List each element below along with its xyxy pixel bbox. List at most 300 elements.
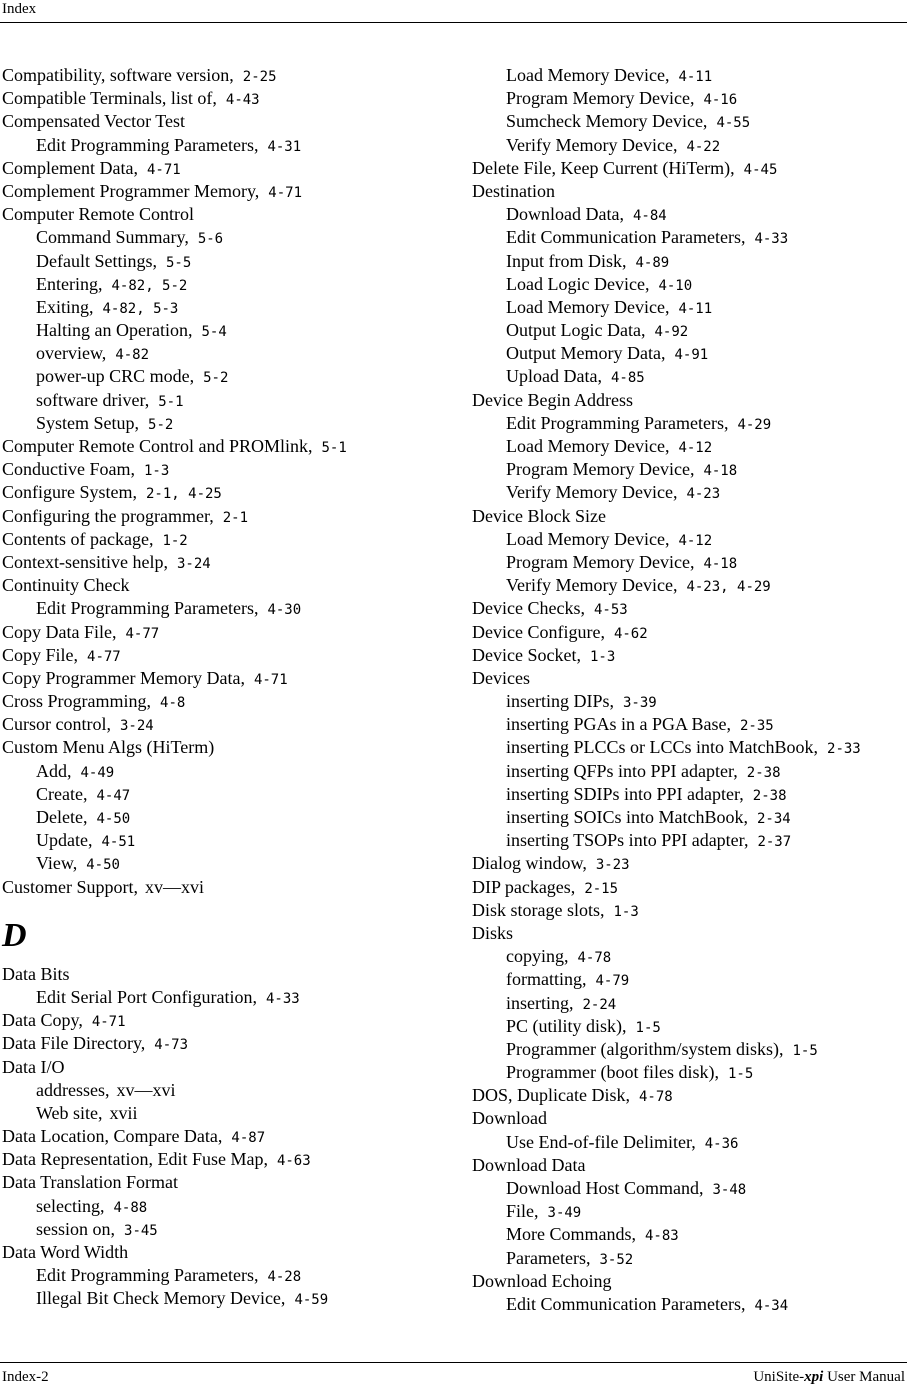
entry-term: Data Representation, Edit Fuse Map, — [2, 1149, 268, 1170]
entry-term: More Commands, — [506, 1224, 636, 1245]
entry-term: Data File Directory, — [2, 1033, 146, 1054]
index-subentry — [2, 1195, 464, 1218]
entry-page-reference: 4-45 — [743, 161, 778, 178]
entry-term: Exiting, — [36, 296, 94, 317]
running-header: Index — [2, 1, 37, 17]
entry-term: Load Memory Device, — [506, 65, 670, 85]
entry-term: session on, — [36, 1218, 116, 1239]
entry-page-reference: 2-38 — [752, 787, 787, 804]
entry-page-reference: xv—xvi — [145, 876, 205, 897]
entry-term: selecting, — [36, 1195, 105, 1216]
entry-term: Conductive Foam, — [2, 459, 135, 480]
entry-term: inserting TSOPs into PPI adapter, — [506, 830, 749, 851]
index-entry — [2, 528, 464, 551]
index-entry — [2, 736, 464, 759]
section-letter: D — [2, 916, 27, 954]
entry-term: Data Word Width — [2, 1242, 129, 1262]
entry-term: Command Summary, — [36, 227, 189, 248]
entry-term: Edit Communication Parameters, — [506, 227, 746, 248]
entry-term: Use End-of-file Delimiter, — [506, 1131, 696, 1152]
index-entry — [2, 621, 464, 644]
index-subentry — [2, 760, 464, 783]
entry-term: Edit Programming Parameters, — [36, 598, 259, 619]
entry-page-reference: 1-3 — [613, 903, 639, 920]
entry-page-reference: 3-52 — [599, 1251, 634, 1268]
entry-term: inserting PLCCs or LCCs into MatchBook, — [506, 737, 819, 758]
index-subentry — [472, 1015, 907, 1038]
entry-term: Parameters, — [506, 1247, 591, 1268]
page-number: Index-2 — [2, 1369, 49, 1385]
entry-page-reference: 1-5 — [635, 1019, 661, 1036]
index-entry — [2, 667, 464, 690]
index-subentry — [2, 806, 464, 829]
entry-term: software driver, — [36, 389, 150, 410]
entry-term: Program Memory Device, — [506, 459, 695, 480]
entry-term: View, — [36, 853, 78, 874]
entry-term: inserting SOICs into MatchBook, — [506, 807, 748, 827]
index-subentry — [472, 968, 907, 991]
entry-page-reference: 4-31 — [267, 138, 302, 155]
index-entry — [472, 389, 907, 412]
index-entry — [472, 1154, 907, 1177]
entry-page-reference: 4-85 — [610, 370, 645, 387]
entry-term: Delete File, Keep Current (HiTerm), — [472, 157, 735, 178]
entry-page-reference: 5-2 — [148, 416, 174, 433]
entry-term: Context-sensitive help, — [2, 551, 168, 572]
index-entry — [472, 505, 907, 528]
entry-page-reference: 2-1, 4-25 — [146, 486, 222, 503]
index-entry — [2, 1125, 464, 1148]
index-entry — [2, 64, 464, 87]
index-subentry — [2, 389, 464, 412]
entry-page-reference: 4-33 — [754, 231, 789, 248]
entry-term: Programmer (boot files disk), — [506, 1062, 719, 1083]
index-subentry — [2, 412, 464, 435]
entry-page-reference: 5-2 — [203, 370, 229, 387]
entry-page-reference: 4-88 — [113, 1199, 148, 1216]
entry-term: Load Logic Device, — [506, 273, 650, 294]
index-subentry — [472, 829, 907, 852]
entry-page-reference: 4-36 — [704, 1135, 739, 1152]
index-entry — [2, 180, 464, 203]
index-entry — [2, 435, 464, 458]
entry-term: Compensated Vector Test — [2, 111, 186, 132]
entry-term: Output Logic Data, — [506, 320, 646, 341]
index-entry — [472, 852, 907, 875]
entry-page-reference: 1-5 — [792, 1042, 818, 1059]
entry-page-reference: 3-24 — [119, 718, 154, 735]
entry-page-reference: 1-2 — [162, 532, 188, 549]
index-subentry — [2, 296, 464, 319]
entry-term: inserting SDIPs into PPI adapter, — [506, 783, 744, 804]
entry-term: Load Memory Device, — [506, 436, 670, 456]
index-subentry — [472, 1200, 907, 1223]
entry-page-reference: 4-43 — [225, 92, 260, 109]
entry-page-reference: 4-77 — [87, 648, 121, 665]
manual-title-prefix: UniSite- — [753, 1369, 805, 1385]
entry-term: Continuity Check — [2, 575, 130, 596]
index-subentry — [472, 296, 907, 319]
index-subentry — [2, 342, 464, 365]
entry-term: Default Settings, — [36, 250, 157, 271]
entry-page-reference: 5-1 — [321, 440, 347, 456]
index-entry — [472, 922, 907, 945]
entry-page-reference: 1-3 — [589, 648, 616, 665]
entry-page-reference: 4-91 — [674, 347, 709, 364]
index-subentry — [472, 1223, 907, 1246]
index-subentry — [2, 852, 464, 875]
index-entry — [2, 505, 464, 528]
entry-page-reference: 5-5 — [165, 254, 192, 271]
entry-term: Create, — [36, 783, 88, 804]
entry-term: Copy Data File, — [2, 621, 117, 642]
entry-term: Illegal Bit Check Memory Device, — [36, 1288, 286, 1309]
index-entry — [472, 180, 907, 203]
index-subentry — [2, 134, 464, 157]
index-entry — [2, 1148, 464, 1171]
index-subentry — [2, 226, 464, 249]
entry-page-reference: 4-11 — [678, 300, 713, 317]
index-subentry — [2, 1079, 464, 1102]
entry-term: Input from Disk, — [506, 250, 627, 271]
entry-term: Configuring the programmer, — [2, 505, 214, 526]
entry-term: Data I/O — [2, 1056, 65, 1077]
entry-page-reference: 4-59 — [294, 1292, 329, 1309]
index-subentry — [472, 273, 907, 296]
entry-term: Device Checks, — [472, 598, 585, 619]
entry-page-reference: 5-6 — [197, 231, 224, 248]
entry-page-reference: 2-1 — [222, 509, 249, 526]
index-subentry — [2, 1287, 464, 1310]
entry-term: Customer Support, — [2, 876, 139, 897]
entry-page-reference: 4-29 — [737, 416, 772, 433]
entry-page-reference: 4-89 — [635, 254, 670, 271]
entry-term: Device Socket, — [472, 644, 581, 665]
entry-term: inserting QFPs into PPI adapter, — [506, 760, 738, 781]
entry-term: Devices — [472, 667, 530, 688]
entry-term: Device Begin Address — [472, 389, 633, 410]
entry-term: Sumcheck Memory Device, — [506, 111, 708, 132]
index-subentry — [472, 1061, 907, 1084]
index-subentry — [2, 597, 464, 620]
entry-term: Download Host Command, — [506, 1178, 704, 1198]
entry-term: Verify Memory Device, — [506, 134, 678, 155]
entry-term: Destination — [472, 180, 555, 201]
entry-page-reference: 4-62 — [613, 625, 648, 642]
entry-term: DOS, Duplicate Disk, — [472, 1085, 630, 1106]
index-subentry — [472, 458, 907, 481]
index-subentry — [472, 481, 907, 504]
entry-term: Contents of package, — [2, 528, 154, 549]
entry-term: DIP packages, — [472, 876, 576, 897]
entry-term: inserting PGAs in a PGA Base, — [506, 714, 731, 735]
index-entry — [2, 713, 464, 736]
entry-page-reference: 4-55 — [716, 115, 751, 132]
entry-term: Verify Memory Device, — [506, 575, 678, 596]
index-entry — [2, 644, 464, 667]
index-subentry — [472, 1038, 907, 1061]
entry-page-reference: 4-77 — [125, 625, 160, 642]
index-subentry — [2, 829, 464, 852]
index-subentry — [472, 551, 907, 574]
entry-page-reference: 4-71 — [146, 161, 181, 178]
entry-page-reference: 4-82 — [115, 347, 150, 364]
entry-term: Edit Serial Port Configuration, — [36, 986, 257, 1007]
entry-page-reference: 4-12 — [678, 440, 713, 456]
entry-term: Custom Menu Algs (HiTerm) — [2, 737, 215, 758]
entry-page-reference: 2-33 — [827, 741, 861, 758]
index-entry — [472, 644, 907, 667]
index-entry — [2, 203, 464, 226]
entry-page-reference: 4-92 — [654, 324, 689, 341]
entry-page-reference: 4-28 — [267, 1269, 302, 1286]
index-subentry — [472, 110, 907, 133]
index-entry — [472, 621, 907, 644]
index-subentry — [472, 736, 907, 759]
index-entry — [2, 876, 464, 899]
entry-term: Compatible Terminals, list of, — [2, 88, 217, 109]
entry-page-reference: 3-24 — [176, 555, 211, 572]
index-entry — [472, 899, 907, 922]
entry-page-reference: 4-84 — [632, 208, 667, 225]
index-entry — [472, 667, 907, 690]
index-subentry — [472, 1131, 907, 1154]
entry-term: Computer Remote Control — [2, 204, 194, 225]
entry-page-reference: 4-12 — [678, 532, 713, 549]
entry-page-reference: 4-71 — [253, 671, 288, 688]
entry-page-reference: 4-51 — [101, 834, 136, 851]
index-subentry — [2, 273, 464, 296]
entry-term: Programmer (algorithm/system disks), — [506, 1038, 784, 1059]
entry-page-reference: 5-1 — [158, 393, 184, 410]
index-subentry — [472, 574, 907, 597]
entry-page-reference: 2-15 — [584, 880, 619, 897]
index-subentry — [472, 783, 907, 806]
entry-term: overview, — [36, 343, 107, 364]
index-entry — [2, 1056, 464, 1079]
entry-term: Compatibility, software version, — [2, 65, 234, 85]
index-entry — [2, 963, 464, 986]
entry-term: Copy File, — [2, 644, 79, 665]
entry-term: Verify Memory Device, — [506, 482, 678, 503]
index-subentry — [472, 806, 907, 829]
entry-page-reference: 3-23 — [595, 857, 630, 874]
entry-term: addresses, — [36, 1079, 110, 1100]
index-subentry — [2, 1264, 464, 1287]
index-subentry — [472, 342, 907, 365]
index-subentry — [472, 64, 907, 87]
index-entry — [2, 458, 464, 481]
index-subentry — [2, 365, 464, 388]
entry-term: Complement Data, — [2, 157, 138, 178]
entry-page-reference: 2-37 — [757, 834, 792, 851]
entry-term: Program Memory Device, — [506, 551, 695, 572]
entry-page-reference: 4-23 — [686, 486, 721, 503]
entry-page-reference: 4-53 — [593, 602, 628, 619]
entry-page-reference: 1-3 — [144, 463, 170, 480]
entry-page-reference: 4-71 — [268, 184, 303, 201]
entry-page-reference: 3-39 — [623, 695, 657, 712]
index-entry — [2, 574, 464, 597]
footer-rule — [0, 1362, 907, 1363]
entry-page-reference: 4-30 — [267, 602, 302, 619]
index-subentry — [472, 319, 907, 342]
entry-term: Output Memory Data, — [506, 343, 666, 364]
index-entry — [2, 1241, 464, 1264]
index-subentry — [472, 435, 907, 458]
entry-page-reference: 5-4 — [201, 324, 227, 341]
entry-term: PC (utility disk), — [506, 1015, 627, 1036]
index-subentry — [472, 134, 907, 157]
entry-term: Halting an Operation, — [36, 320, 193, 341]
entry-page-reference: xvii — [109, 1102, 138, 1123]
entry-page-reference: 3-48 — [712, 1182, 747, 1198]
index-entry — [2, 690, 464, 713]
entry-term: Cursor control, — [2, 714, 111, 735]
index-subentry — [472, 1293, 907, 1316]
entry-term: Data Bits — [2, 963, 70, 984]
index-entry — [2, 551, 464, 574]
index-entry — [2, 1032, 464, 1055]
index-subentry — [2, 1218, 464, 1241]
entry-page-reference: 4-49 — [80, 764, 115, 781]
entry-page-reference: 4-50 — [86, 857, 120, 874]
entry-term: Delete, — [36, 807, 88, 827]
entry-page-reference: 2-35 — [740, 718, 774, 735]
entry-term: Device Configure, — [472, 621, 605, 642]
index-entry — [472, 876, 907, 899]
entry-term: Data Translation Format — [2, 1172, 178, 1193]
entry-page-reference: 4-47 — [96, 787, 131, 804]
entry-page-reference: 4-18 — [703, 555, 738, 572]
entry-term: Web site, — [36, 1102, 103, 1123]
entry-term: Configure System, — [2, 482, 137, 503]
index-subentry — [472, 760, 907, 783]
entry-term: Load Memory Device, — [506, 296, 670, 317]
entry-term: Entering, — [36, 273, 103, 294]
entry-page-reference: 4-82, 5-2 — [111, 277, 188, 294]
index-subentry — [472, 992, 907, 1015]
entry-page-reference: 3-49 — [547, 1205, 582, 1222]
entry-page-reference: 4-83 — [645, 1228, 679, 1245]
entry-term: Complement Programmer Memory, — [2, 180, 260, 201]
entry-term: Download Data, — [506, 204, 624, 225]
entry-page-reference: 4-82, 5-3 — [102, 300, 179, 317]
entry-term: formatting, — [506, 969, 587, 990]
index-entry — [2, 110, 464, 133]
entry-page-reference: 1-5 — [727, 1066, 754, 1083]
index-entry — [472, 1084, 907, 1107]
manual-title — [753, 1368, 905, 1386]
index-entry — [472, 1107, 907, 1130]
manual-title-product: xpi — [804, 1369, 824, 1385]
entry-page-reference: 4-78 — [638, 1089, 673, 1106]
index-subentry — [472, 713, 907, 736]
entry-term: Edit Programming Parameters, — [506, 412, 729, 433]
index-entry — [472, 597, 907, 620]
entry-term: File, — [506, 1201, 539, 1222]
entry-page-reference: 4-10 — [658, 277, 693, 294]
entry-term: Dialog window, — [472, 853, 587, 874]
index-subentry — [2, 783, 464, 806]
index-subentry — [2, 1102, 464, 1125]
index-subentry — [2, 986, 464, 1009]
index-subentry — [472, 412, 907, 435]
entry-term: System Setup, — [36, 412, 140, 433]
index-subentry — [472, 203, 907, 226]
header-rule — [0, 22, 907, 23]
entry-page-reference: 4-50 — [96, 811, 131, 827]
entry-page-reference: xv—xvi — [116, 1079, 176, 1100]
index-entry — [472, 157, 907, 180]
index-subentry — [2, 319, 464, 342]
index-entry — [2, 1171, 464, 1194]
index-subentry — [472, 1247, 907, 1270]
entry-term: Device Block Size — [472, 505, 606, 526]
entry-term: Add, — [36, 760, 72, 781]
entry-page-reference: 3-45 — [124, 1222, 158, 1239]
entry-page-reference: 4-16 — [703, 92, 738, 109]
entry-page-reference: 4-71 — [91, 1014, 126, 1031]
index-subentry — [472, 528, 907, 551]
entry-term: Program Memory Device, — [506, 88, 695, 109]
entry-page-reference: 4-78 — [577, 950, 612, 967]
entry-term: power-up CRC mode, — [36, 366, 195, 387]
index-column-right — [472, 64, 907, 1316]
entry-term: Download — [472, 1108, 547, 1129]
index-subentry — [472, 690, 907, 713]
entry-page-reference: 4-18 — [703, 463, 738, 480]
entry-term: Cross Programming, — [2, 691, 152, 712]
index-subentry — [472, 1177, 907, 1200]
entry-page-reference: 2-38 — [746, 764, 781, 781]
index-subentry — [472, 87, 907, 110]
entry-term: Copy Programmer Memory Data, — [2, 667, 245, 688]
entry-term: Disks — [472, 922, 514, 943]
index-column-left — [2, 64, 464, 1311]
entry-page-reference: 2-25 — [242, 69, 277, 85]
index-entry — [2, 481, 464, 504]
entry-page-reference: 4-33 — [265, 990, 300, 1007]
entry-term: inserting DIPs, — [506, 691, 614, 712]
entry-term: copying, — [506, 946, 569, 967]
entry-term: Disk storage slots, — [472, 899, 605, 920]
entry-page-reference: 4-34 — [754, 1297, 789, 1314]
entry-page-reference: 4-23, 4-29 — [686, 579, 771, 596]
index-subentry — [472, 365, 907, 388]
manual-title-suffix: User Manual — [823, 1369, 905, 1385]
entry-term: Download Data — [472, 1154, 586, 1175]
entry-page-reference: 2-34 — [757, 811, 791, 827]
index-entry — [472, 1270, 907, 1293]
entry-term: Upload Data, — [506, 366, 602, 387]
index-subentry — [472, 945, 907, 968]
entry-term: Edit Communication Parameters, — [506, 1293, 746, 1314]
index-subentry — [2, 250, 464, 273]
entry-term: Edit Programming Parameters, — [36, 134, 259, 155]
index-subentry — [472, 250, 907, 273]
index-subentry — [472, 226, 907, 249]
entry-term: Update, — [36, 830, 93, 851]
entry-term: Edit Programming Parameters, — [36, 1265, 259, 1286]
entry-term: Data Location, Compare Data, — [2, 1126, 223, 1147]
index-entry — [2, 1009, 464, 1032]
entry-term: Download Echoing — [472, 1270, 612, 1291]
entry-page-reference: 2-24 — [582, 996, 617, 1013]
entry-page-reference: 4-73 — [154, 1037, 188, 1054]
index-entry — [2, 157, 464, 180]
entry-term: Load Memory Device, — [506, 528, 670, 549]
